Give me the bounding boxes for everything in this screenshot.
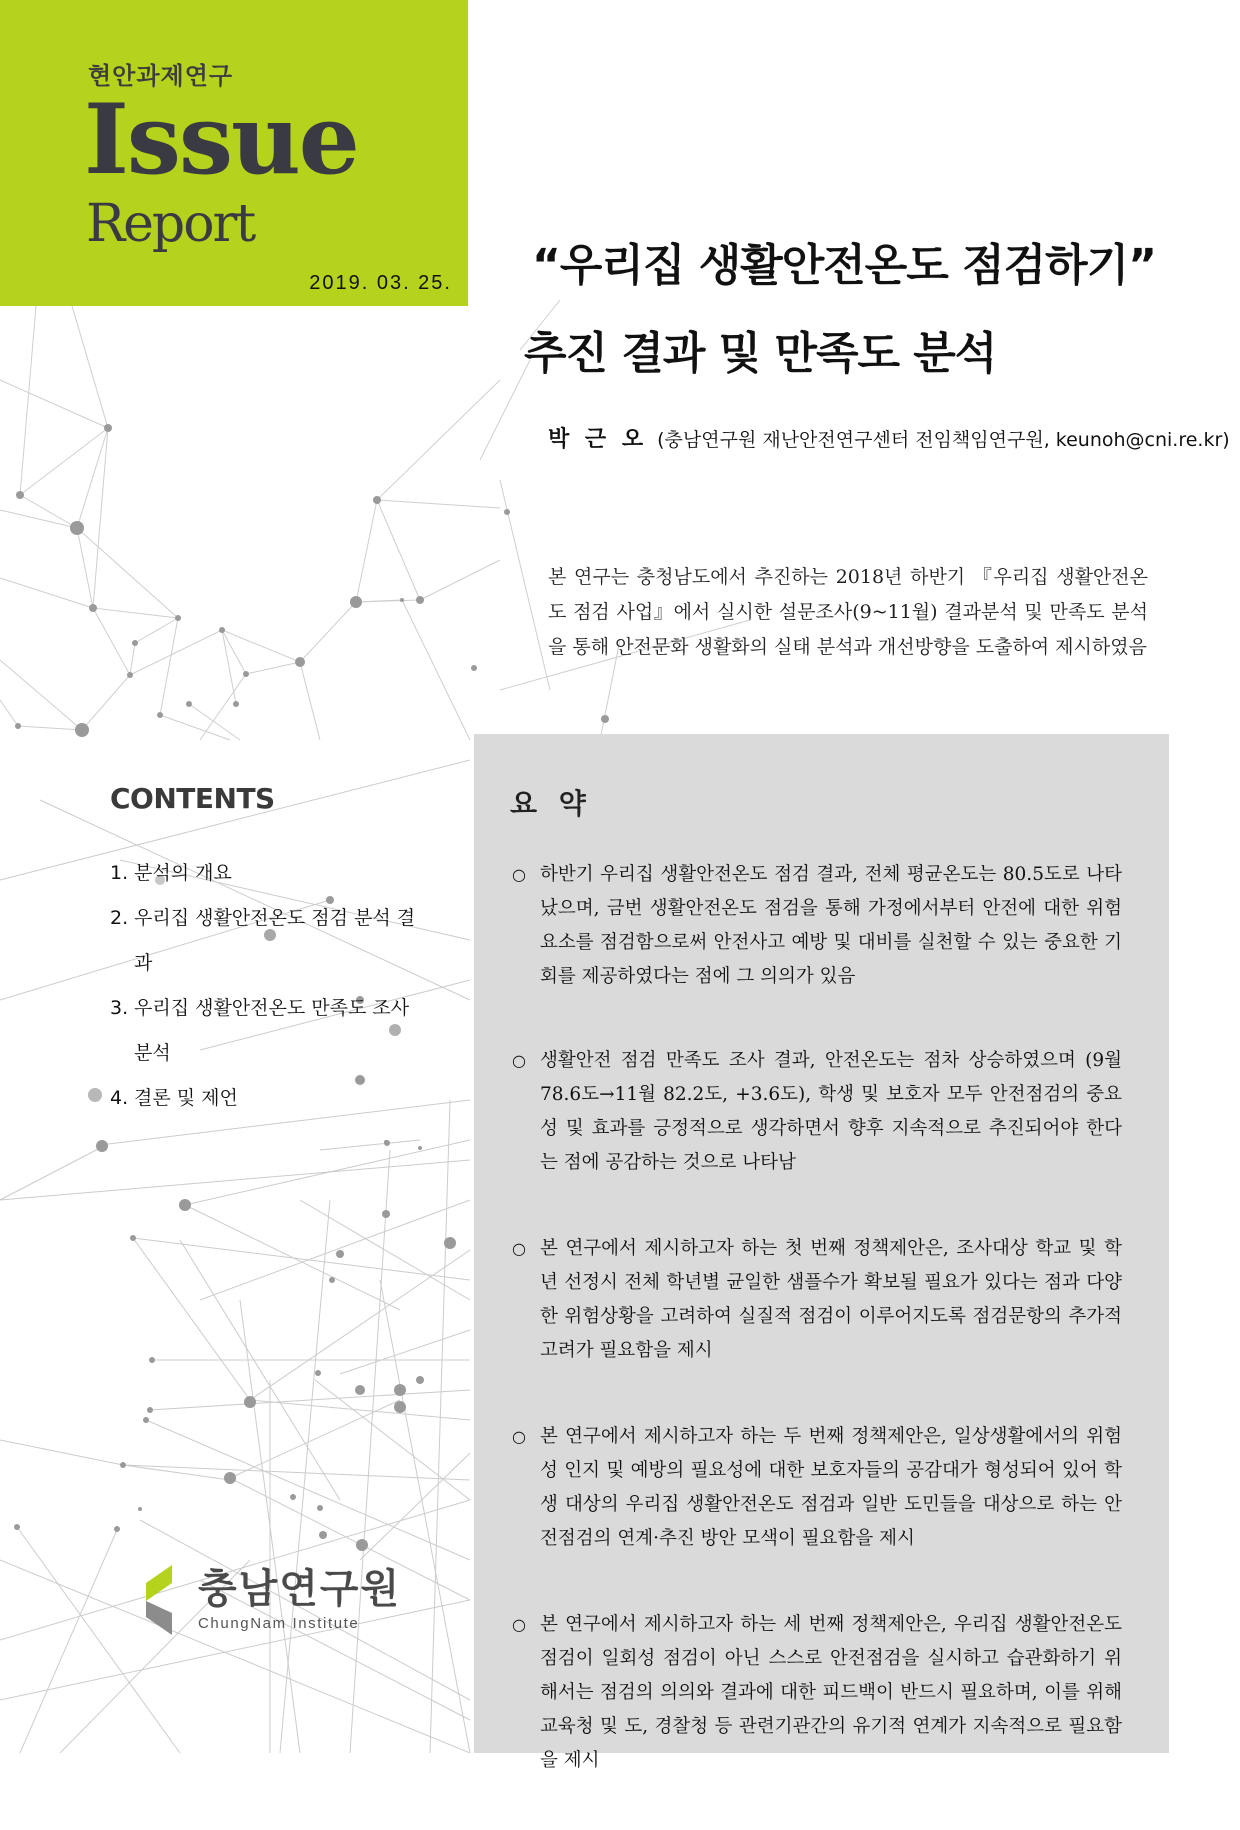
report-title-line1: “우리집 생활안전온도 점검하기” (532, 240, 1157, 291)
summary-item-text: 생활안전 점검 만족도 조사 결과, 안전온도는 점차 상승하였으며 (9월 78.6도→11월 82.2도, +3.6도), 학생 및 보호자 모두 안전점검의 중요성 및 효과를 긍정적으로 생각하면서 향후 지속적으로 추진되어야 한다는 점에 공감하는 것으로 나타남 (540, 1050, 1122, 1173)
series-label: 현안과제연구 (88, 62, 234, 90)
masthead-title-issue: Issue (84, 83, 358, 196)
masthead (0, 0, 468, 306)
contents-item[interactable] (110, 1076, 430, 1121)
author-line (548, 422, 1230, 453)
summary-item (510, 1044, 1122, 1180)
summary-item (510, 1420, 1122, 1556)
summary-item-text: 본 연구에서 제시하고자 하는 세 번째 정책제안은, 우리집 생활안전온도 점검이 일회성 점검이 아닌 스스로 안전점검을 실시하고 습관화하기 위해서는 점검의 의의와 결과에 대한 피드백이 반드시 필요하며, 이를 위해 교육청 및 도, 경찰청 등 관련기관간의 유기적 연계가 지속적으로 필요함을 제시 (540, 1614, 1122, 1771)
summary-item (510, 1232, 1122, 1368)
contents-item[interactable] (110, 896, 430, 986)
chungnam-institute-logo-icon (140, 1565, 186, 1635)
author-affiliation: (충남연구원 재난안전연구센터 전임책임연구원, keunoh@cni.re.kr) (657, 429, 1230, 451)
circle-bullet-icon: ○ (512, 1051, 526, 1070)
logo-name-korean: 충남연구원 (198, 1565, 402, 1612)
chungnam-institute-logo (140, 1565, 401, 1635)
contents-item-label: 결론 및 제언 (134, 1087, 238, 1109)
author-name: 박 근 오 (548, 427, 648, 452)
logo-name-english: ChungNam Institute (198, 1614, 360, 1632)
report-title (524, 222, 1157, 398)
abstract-paragraph: 본 연구는 충청남도에서 추진하는 2018년 하반기 『우리집 생활안전온도 점검 사업』에서 실시한 설문조사(9~11월) 결과분석 및 만족도 분석을 통해 안전문화 생활화의 실태 분석과 개선방향을 도출하여 제시하였음 (548, 566, 1148, 658)
circle-bullet-icon: ○ (512, 1427, 526, 1446)
contents-item-label: 분석의 개요 (134, 862, 232, 884)
contents-item-number: 3. (110, 997, 129, 1019)
publication-date: 2019. 03. 25. (309, 272, 452, 294)
report-title-line2: 추진 결과 및 만족도 분석 (524, 328, 997, 379)
table-of-contents (110, 782, 430, 1121)
contents-item-number: 4. (110, 1087, 129, 1109)
contents-item[interactable] (110, 986, 430, 1076)
summary-heading: 요 약 (510, 787, 592, 820)
contents-item-label: 우리집 생활안전온도 만족도 조사 분석 (134, 997, 410, 1064)
circle-bullet-icon: ○ (512, 1239, 526, 1258)
circle-bullet-icon: ○ (512, 1615, 526, 1634)
masthead-title-report: Report (86, 194, 255, 254)
contents-item-label: 우리집 생활안전온도 점검 분석 결과 (134, 907, 416, 974)
contents-heading: CONTENTS (110, 782, 275, 815)
summary-item-text: 본 연구에서 제시하고자 하는 두 번째 정책제안은, 일상생활에서의 위험성 인지 및 예방의 필요성에 대한 보호자들의 공감대가 형성되어 있어 학생 대상의 우리집 생활안전온도 점검과 일반 도민들을 대상으로 하는 안전점검의 연계·추진 방안 모색이 필요함을 제시 (540, 1426, 1122, 1549)
summary-item-text: 본 연구에서 제시하고자 하는 첫 번째 정책제안은, 조사대상 학교 및 학년 선정시 전체 학년별 균일한 샘플수가 확보될 필요가 있다는 점과 다양한 위험상황을 고려하여 실질적 점검이 이루어지도록 점검문항의 추가적 고려가 필요함을 제시 (540, 1238, 1122, 1361)
summary-box (474, 734, 1169, 1771)
contents-item-number: 1. (110, 862, 129, 884)
summary-item (510, 858, 1122, 994)
contents-item[interactable] (110, 851, 430, 896)
circle-bullet-icon: ○ (512, 865, 526, 884)
contents-item-number: 2. (110, 907, 129, 929)
summary-item-text: 하반기 우리집 생활안전온도 점검 결과, 전체 평균온도는 80.5도로 나타났으며, 금번 생활안전온도 점검을 통해 가정에서부터 안전에 대한 위험요소를 점검함으로써 안전사고 예방 및 대비를 실천할 수 있는 중요한 기회를 제공하였다는 점에 그 의의가 있음 (540, 864, 1122, 987)
